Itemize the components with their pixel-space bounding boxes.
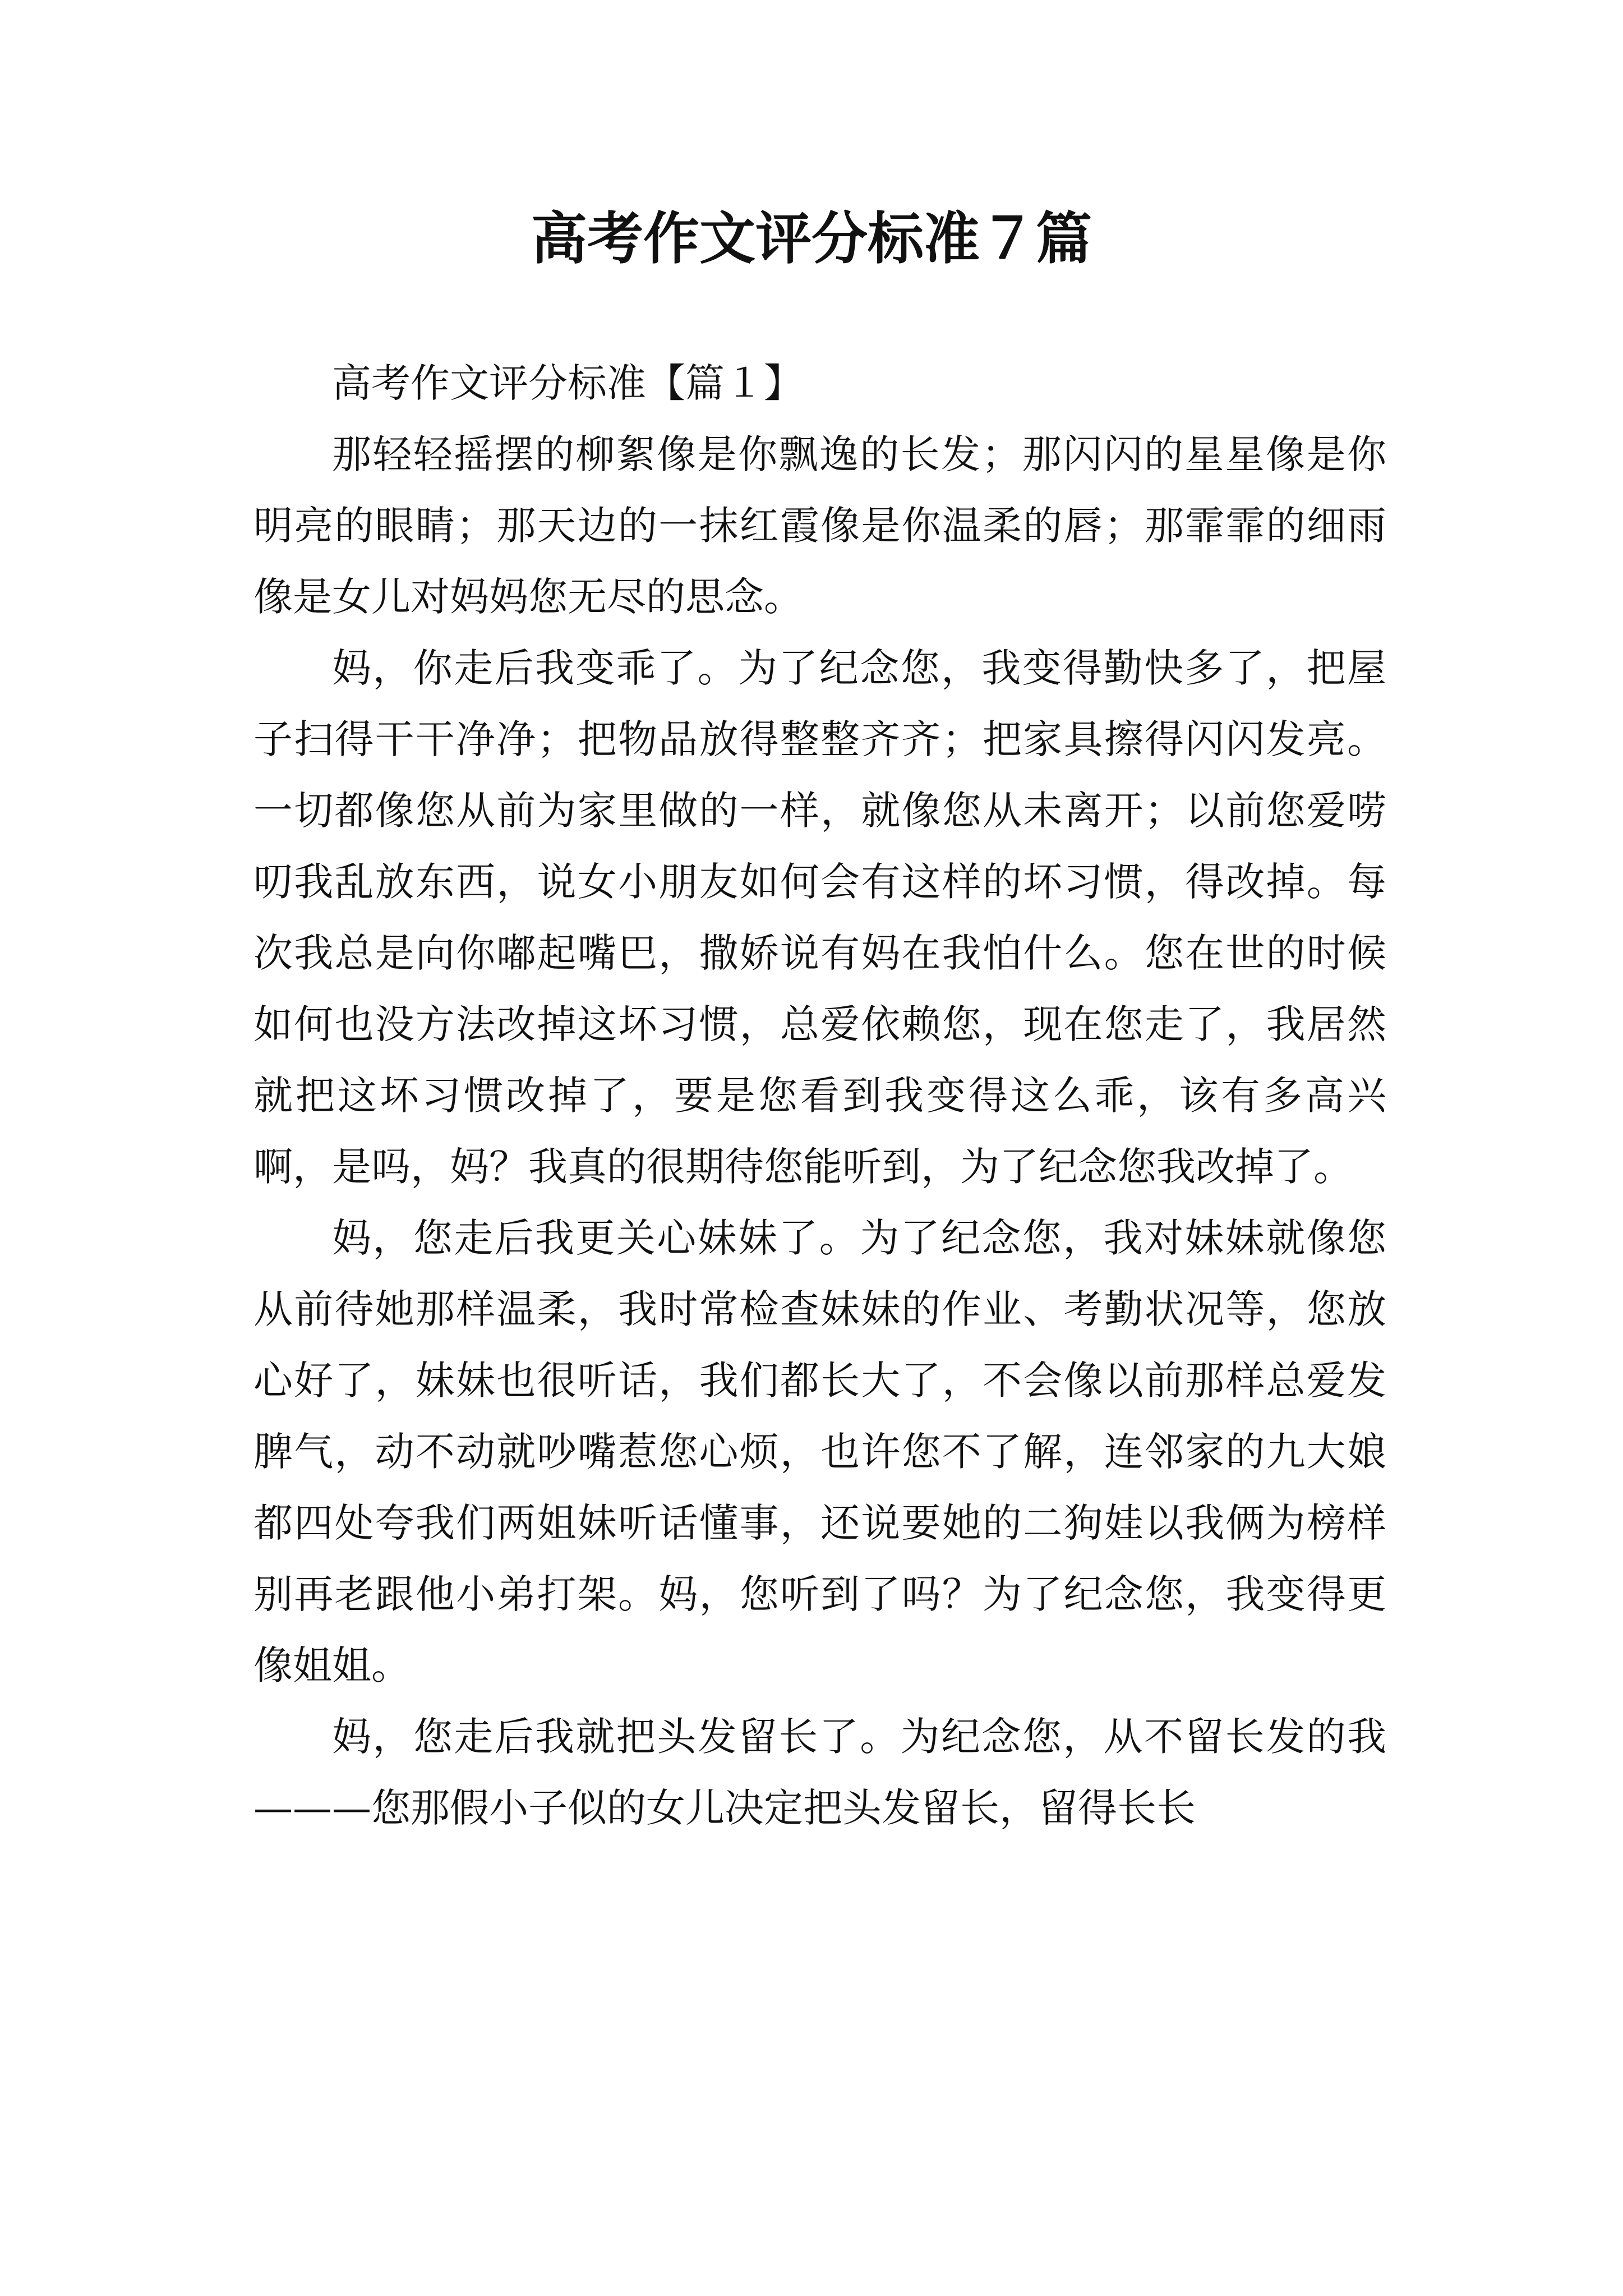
document-title: 高考作文评分标准７篇 (531, 205, 1092, 272)
paragraph: 那轻轻摇摆的柳絮像是你飘逸的长发；那闪闪的星星像是你明亮的眼睛；那天边的一抹红霞像是你温柔的唇；那霏霏的细雨像是女儿对妈妈您无尽的思念。 (253, 431, 1386, 620)
section-heading: 高考作文评分标准【篇１】 (332, 360, 803, 406)
paragraph: 妈，您走后我更关心妹妹了。为了纪念您，我对妹妹就像您从前待她那样温柔，我时常检查妹妹的作业、考勤状况等，您放心好了，妹妹也很听话，我们都长大了，不会像以前那样总爱发脾气，动不动就吵嘴惹您心烦，也许您不了解，连邻家的九大娘都四处夸我们两姐妹听话懂事，还说要她的二狗娃以我俩为榜样别再老跟他小弟打架。妈，您听到了吗？为了纪念您，我变得更像姐姐。 (253, 1215, 1386, 1688)
paragraph: 妈，你走后我变乖了。为了纪念您，我变得勤快多了，把屋子扫得干干净净；把物品放得整整齐齐；把家具擦得闪闪发亮。一切都像您从前为家里做的一样，就像您从未离开；以前您爱唠叨我乱放东西，说女小朋友如何会有这样的坏习惯，得改掉。每次我总是向你嘟起嘴巴，撒娇说有妈在我怕什么。您在世的时候如何也没方法改掉这坏习惯，总爱依赖您，现在您走了，我居然就把这坏习惯改掉了，要是您看到我变得这么乖，该有多高兴啊，是吗，妈？我真的很期待您能听到，为了纪念您我改掉了。 (253, 645, 1386, 1190)
paragraph: 妈，您走后我就把头发留长了。为纪念您，从不留长发的我———您那假小子似的女儿决定把头发留长，留得长长 (253, 1714, 1386, 1831)
document-body (253, 348, 1386, 1844)
